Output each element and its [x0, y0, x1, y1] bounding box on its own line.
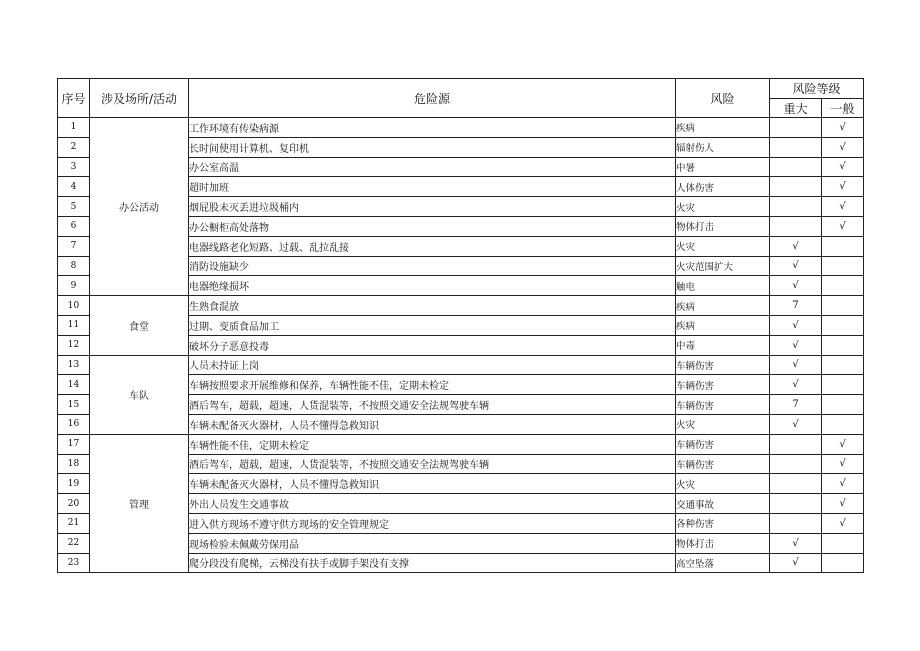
row-number: 7: [58, 236, 90, 256]
risk-cell: 各种伤害: [676, 513, 770, 533]
hazard-cell: 电器线路老化短路、过载、乱拉乱接: [189, 236, 676, 256]
risk-cell: 火灾: [676, 197, 770, 217]
risk-cell: 火灾: [676, 474, 770, 494]
risk-cell: 物体打击: [676, 533, 770, 553]
major-level-cell: [770, 494, 822, 514]
risk-cell: 高空坠落: [676, 553, 770, 573]
row-number: 17: [58, 434, 90, 454]
major-level-cell: [770, 434, 822, 454]
risk-cell: 火灾: [676, 414, 770, 434]
major-level-cell: 7: [770, 395, 822, 415]
major-level-cell: √: [770, 276, 822, 296]
general-level-cell: [822, 256, 864, 276]
row-number: 4: [58, 177, 90, 197]
table-row: [58, 296, 864, 316]
risk-cell: 车辆伤害: [676, 355, 770, 375]
row-number: 21: [58, 513, 90, 533]
row-number: 22: [58, 533, 90, 553]
general-level-cell: [822, 395, 864, 415]
row-number: 3: [58, 157, 90, 177]
major-level-cell: [770, 157, 822, 177]
risk-cell: 车辆伤害: [676, 434, 770, 454]
risk-cell: 物体打击: [676, 216, 770, 236]
major-level-cell: [770, 197, 822, 217]
table-row: [58, 118, 864, 138]
major-level-cell: [770, 454, 822, 474]
general-level-cell: √: [822, 118, 864, 138]
risk-cell: 疾病: [676, 296, 770, 316]
major-level-cell: √: [770, 375, 822, 395]
hazard-cell: 破坏分子恶意投毒: [189, 335, 676, 355]
general-level-cell: [822, 375, 864, 395]
header-risk-level: 风险等级: [770, 79, 864, 99]
general-level-cell: √: [822, 513, 864, 533]
hazard-cell: 现场检验未佩戴劳保用品: [189, 533, 676, 553]
general-level-cell: √: [822, 197, 864, 217]
hazard-cell: 车辆未配备灭火器材，人员不懂得急救知识: [189, 474, 676, 494]
row-number: 5: [58, 197, 90, 217]
risk-cell: 火灾范围扩大: [676, 256, 770, 276]
hazard-cell: 外出人员发生交通事故: [189, 494, 676, 514]
major-level-cell: √: [770, 315, 822, 335]
risk-cell: 火灾: [676, 236, 770, 256]
row-number: 12: [58, 335, 90, 355]
risk-cell: 中暑: [676, 157, 770, 177]
header-seq: 序号: [58, 79, 90, 118]
row-number: 6: [58, 216, 90, 236]
major-level-cell: √: [770, 236, 822, 256]
risk-cell: 车辆伤害: [676, 454, 770, 474]
table-header: [58, 79, 864, 118]
risk-cell: 疾病: [676, 118, 770, 138]
general-level-cell: √: [822, 177, 864, 197]
row-number: 14: [58, 375, 90, 395]
major-level-cell: √: [770, 335, 822, 355]
header-hazard: 危险源: [189, 79, 676, 118]
general-level-cell: [822, 553, 864, 573]
area-cell: 车队: [90, 355, 189, 434]
row-number: 18: [58, 454, 90, 474]
major-level-cell: [770, 216, 822, 236]
row-number: 20: [58, 494, 90, 514]
hazard-cell: 车辆未配备灭火器材，人员不懂得急救知识: [189, 414, 676, 434]
general-level-cell: [822, 335, 864, 355]
hazard-cell: 烟屁股未灭丢进垃圾桶内: [189, 197, 676, 217]
major-level-cell: [770, 474, 822, 494]
row-number: 23: [58, 553, 90, 573]
general-level-cell: √: [822, 216, 864, 236]
header-general: 一般: [822, 99, 864, 118]
row-number: 2: [58, 137, 90, 157]
general-level-cell: [822, 296, 864, 316]
general-level-cell: [822, 315, 864, 335]
general-level-cell: √: [822, 137, 864, 157]
hazard-cell: 长时间使用计算机、复印机: [189, 137, 676, 157]
general-level-cell: [822, 236, 864, 256]
header-risk: 风险: [676, 79, 770, 118]
risk-cell: 中毒: [676, 335, 770, 355]
hazard-cell: 过期、变质食品加工: [189, 315, 676, 335]
major-level-cell: [770, 118, 822, 138]
header-major: 重大: [770, 99, 822, 118]
hazard-cell: 进入供方现场不遵守供方现场的安全管理规定: [189, 513, 676, 533]
risk-cell: 触电: [676, 276, 770, 296]
risk-cell: 车辆伤害: [676, 375, 770, 395]
hazard-cell: 人员未持证上岗: [189, 355, 676, 375]
row-number: 10: [58, 296, 90, 316]
risk-cell: 车辆伤害: [676, 395, 770, 415]
major-level-cell: 7: [770, 296, 822, 316]
major-level-cell: [770, 137, 822, 157]
major-level-cell: [770, 177, 822, 197]
row-number: 15: [58, 395, 90, 415]
general-level-cell: √: [822, 454, 864, 474]
row-number: 1: [58, 118, 90, 138]
row-number: 11: [58, 315, 90, 335]
risk-cell: 辐射伤人: [676, 137, 770, 157]
hazard-cell: 办公室高温: [189, 157, 676, 177]
risk-assessment-table: [57, 78, 864, 573]
table-row: [58, 434, 864, 454]
general-level-cell: [822, 355, 864, 375]
hazard-cell: 爬分段没有爬梯，云梯没有扶手或脚手架没有支撑: [189, 553, 676, 573]
hazard-cell: 超时加班: [189, 177, 676, 197]
hazard-cell: 酒后驾车，超载，超速，人货混装等，不按照交通安全法规驾驶车辆: [189, 395, 676, 415]
major-level-cell: √: [770, 533, 822, 553]
table-row: [58, 355, 864, 375]
hazard-cell: 消防设施缺少: [189, 256, 676, 276]
general-level-cell: √: [822, 157, 864, 177]
hazard-cell: 车辆性能不佳，定期未检定: [189, 434, 676, 454]
major-level-cell: [770, 513, 822, 533]
hazard-cell: 生熟食混放: [189, 296, 676, 316]
risk-cell: 人体伤害: [676, 177, 770, 197]
area-cell: 管理: [90, 434, 189, 573]
risk-cell: 交通事故: [676, 494, 770, 514]
general-level-cell: [822, 533, 864, 553]
header-area: 涉及场所/活动: [90, 79, 189, 118]
row-number: 9: [58, 276, 90, 296]
hazard-cell: 电器绝缘损坏: [189, 276, 676, 296]
row-number: 19: [58, 474, 90, 494]
row-number: 16: [58, 414, 90, 434]
row-number: 13: [58, 355, 90, 375]
general-level-cell: [822, 276, 864, 296]
area-cell: 食堂: [90, 296, 189, 355]
risk-cell: 疾病: [676, 315, 770, 335]
row-number: 8: [58, 256, 90, 276]
hazard-cell: 酒后驾车，超载，超速，人货混装等，不按照交通安全法规驾驶车辆: [189, 454, 676, 474]
major-level-cell: √: [770, 553, 822, 573]
area-cell: 办公活动: [90, 118, 189, 296]
general-level-cell: [822, 414, 864, 434]
hazard-cell: 工作环境有传染病源: [189, 118, 676, 138]
major-level-cell: √: [770, 355, 822, 375]
general-level-cell: √: [822, 474, 864, 494]
major-level-cell: √: [770, 256, 822, 276]
hazard-cell: 办公橱柜高处落物: [189, 216, 676, 236]
table-body: [58, 118, 864, 573]
general-level-cell: √: [822, 434, 864, 454]
major-level-cell: √: [770, 414, 822, 434]
hazard-cell: 车辆按照要求开展维修和保养，车辆性能不佳，定期未检定: [189, 375, 676, 395]
general-level-cell: √: [822, 494, 864, 514]
